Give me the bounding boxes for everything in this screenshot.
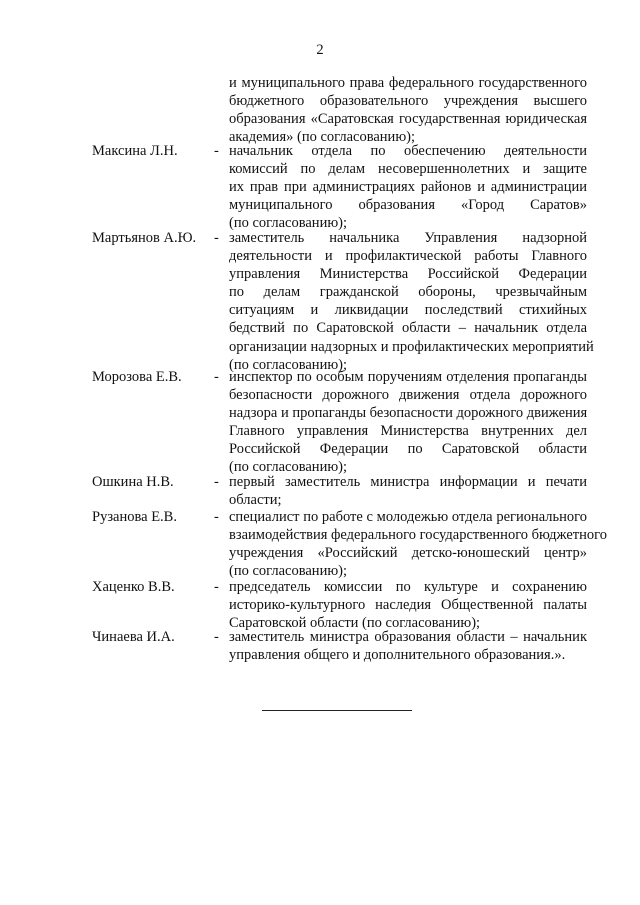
member-description	[229, 368, 587, 477]
member-description	[229, 142, 587, 232]
text-line: бедствий по Саратовской области – начальник отдела	[229, 320, 587, 337]
text-line: заместитель министра образования области – начальник	[229, 629, 587, 645]
member-description	[229, 578, 587, 632]
text-line: (по согласованию);	[229, 356, 348, 373]
member-dash: -	[214, 369, 219, 385]
text-line: начальник отдела по обеспечению деятельности	[229, 143, 587, 159]
text-line: управления Министерства Российской Федерации	[229, 266, 587, 283]
text-line: историко-культурного наследия Общественной палаты	[229, 597, 587, 614]
member-dash: -	[214, 230, 219, 246]
member-dash: -	[214, 474, 219, 490]
member-name: Ошкина Н.В.	[92, 474, 174, 490]
text-line: комиссий по делам несовершеннолетних и защите	[229, 161, 587, 178]
member-description	[229, 473, 587, 509]
text-line: первый заместитель министра информации и печати	[229, 474, 587, 490]
text-line: инспектор по особым поручениям отделения пропаганды	[229, 369, 587, 385]
member-name: Хаценко В.В.	[92, 579, 175, 595]
member-dash: -	[214, 509, 219, 525]
text-line: управления общего и дополнительного образования.».	[229, 647, 566, 664]
text-line: специалист по работе с молодежью отдела регионального	[229, 509, 587, 525]
text-line: ситуациям и ликвидации последствий стихийных	[229, 302, 587, 319]
text-line: по делам гражданской обороны, чрезвычайным	[229, 284, 587, 301]
text-line: взаимодействия федерального государственного бюджетного	[229, 527, 607, 544]
member-name: Максина Л.Н.	[92, 143, 178, 159]
text-line: образования «Саратовская государственная юридическая	[229, 111, 587, 128]
member-name: Рузанова Е.В.	[92, 509, 177, 525]
member-description	[229, 628, 587, 664]
text-line: и муниципального права федерального государственного	[229, 75, 587, 91]
closing-rule	[262, 710, 412, 711]
text-line: деятельности и профилактической работы Главного	[229, 248, 587, 265]
member-name: Чинаева И.А.	[92, 629, 175, 645]
text-line: Саратовской области (по согласованию);	[229, 615, 481, 632]
text-line: их прав при администрациях районов и администрации	[229, 179, 587, 196]
text-line: учреждения «Российский детско-юношеский центр»	[229, 545, 587, 562]
member-dash: -	[214, 579, 219, 595]
text-line: заместитель начальника Управления надзорной	[229, 230, 587, 246]
text-line: бюджетного образовательного учреждения высшего	[229, 93, 587, 110]
text-line: организации надзорных и профилактических мероприятий	[229, 338, 594, 355]
member-name: Мартьянов А.Ю.	[92, 230, 197, 246]
text-line: безопасности дорожного движения отдела дорожного	[229, 387, 587, 404]
page-number: 2	[316, 42, 324, 58]
member-description	[229, 508, 607, 580]
member-name: Морозова Е.В.	[92, 369, 182, 385]
member-dash: -	[214, 629, 219, 645]
text-line: (по согласованию);	[229, 215, 348, 232]
text-line: (по согласованию);	[229, 563, 348, 580]
text-line: (по согласованию);	[229, 459, 348, 476]
text-line: области;	[229, 492, 282, 509]
member-description	[229, 229, 594, 374]
text-line: Российской Федерации по Саратовской области	[229, 441, 587, 458]
continuation-paragraph	[229, 74, 587, 146]
text-line: Главного управления Министерства внутренних дел	[229, 423, 587, 440]
text-line: академия» (по согласованию);	[229, 129, 416, 146]
text-line: муниципального образования «Город Саратов»	[229, 197, 587, 214]
text-line: председатель комиссии по культуре и сохранению	[229, 579, 587, 595]
member-dash: -	[214, 143, 219, 159]
text-line: надзора и пропаганды безопасности дорожного движения	[229, 405, 588, 422]
